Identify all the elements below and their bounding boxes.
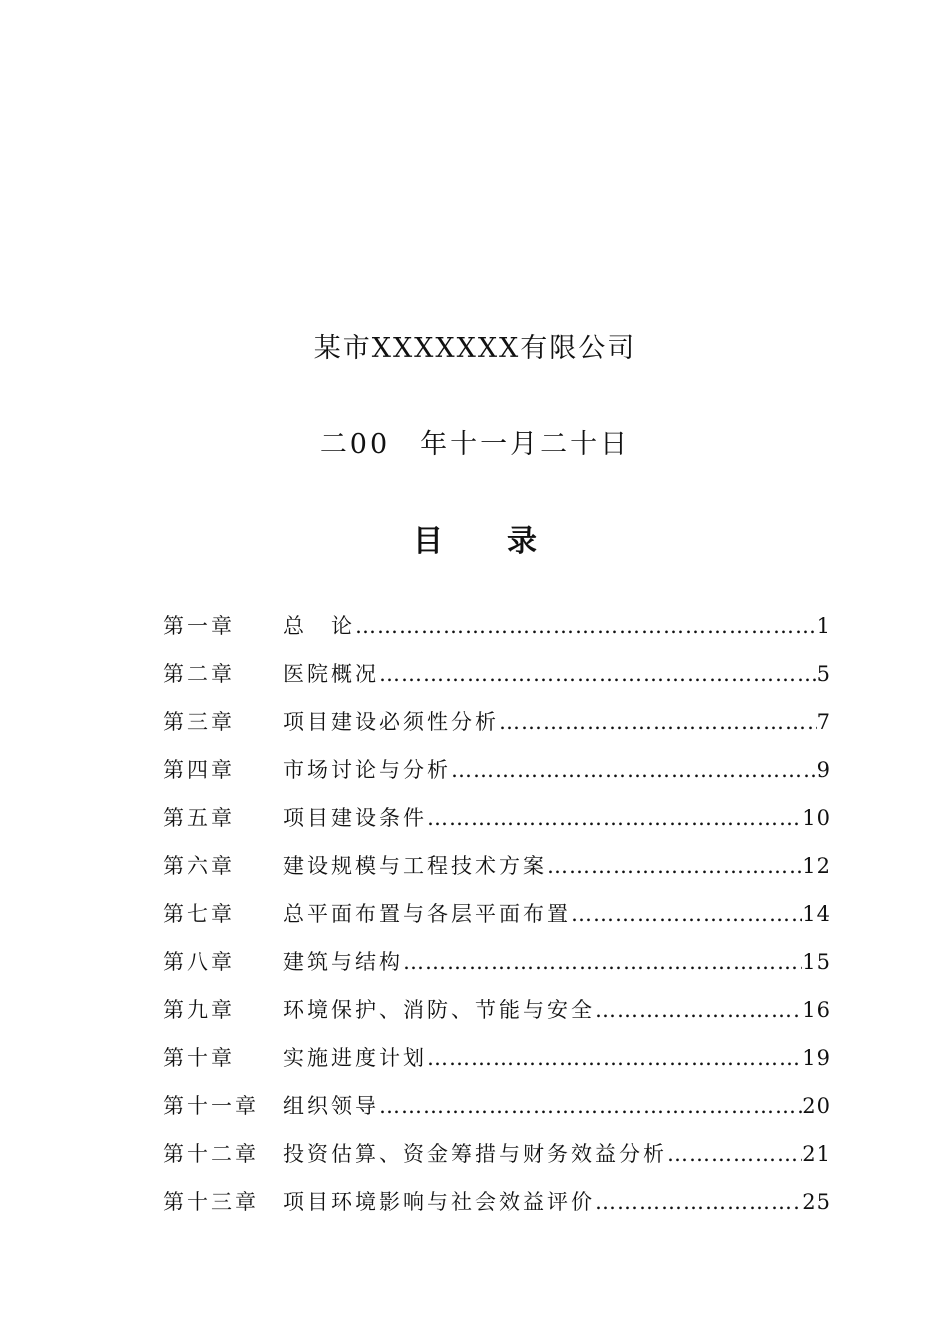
toc-title: 市场讨论与分析 (283, 758, 451, 782)
toc-chapter: 第五章 (163, 806, 235, 830)
toc-page: 21 (802, 1142, 831, 1166)
toc-entry[interactable] (163, 1186, 831, 1234)
toc-leader (355, 614, 817, 638)
toc-title: 建设规模与工程技术方案 (283, 854, 547, 878)
toc-chapter: 第十一章 (163, 1094, 259, 1118)
toc-page: 20 (802, 1094, 831, 1118)
toc-heading-char-1: 目 (413, 524, 443, 559)
toc-title: 总平面布置与各层平面布置 (283, 902, 571, 926)
toc-title: 组织领导 (283, 1094, 379, 1118)
toc-page: 25 (802, 1190, 831, 1214)
toc-entry[interactable] (163, 706, 831, 754)
toc-entry[interactable] (163, 898, 831, 946)
toc-entry[interactable] (163, 1042, 831, 1090)
toc-page: 19 (802, 1046, 831, 1070)
toc-leader (547, 854, 802, 878)
toc-heading-char-2: 录 (507, 524, 537, 559)
toc-title: 实施进度计划 (283, 1046, 427, 1070)
toc-page: 12 (802, 854, 831, 878)
toc-chapter: 第七章 (163, 902, 235, 926)
company-name: 某市XXXXXXX有限公司 (313, 333, 637, 364)
toc-title: 环境保护、消防、节能与安全 (283, 998, 595, 1022)
toc-chapter: 第六章 (163, 854, 235, 878)
toc-entry[interactable] (163, 802, 831, 850)
toc-title: 医院概况 (283, 662, 379, 686)
toc-chapter: 第三章 (163, 710, 235, 734)
toc-entry[interactable] (163, 1090, 831, 1138)
toc-leader (571, 902, 802, 926)
toc-title: 项目环境影响与社会效益评价 (283, 1190, 595, 1214)
toc-entry[interactable] (163, 994, 831, 1042)
toc-entry[interactable] (163, 610, 831, 658)
toc-leader (667, 1142, 802, 1166)
toc-title: 项目建设条件 (283, 806, 427, 830)
toc-chapter: 第十三章 (163, 1190, 259, 1214)
toc-leader (403, 950, 802, 974)
toc-title: 项目建设必须性分析 (283, 710, 499, 734)
toc-leader (427, 806, 802, 830)
toc-leader (595, 1190, 802, 1214)
toc-entry[interactable] (163, 658, 831, 706)
toc-chapter: 第十二章 (163, 1142, 259, 1166)
toc-page: 5 (816, 662, 831, 686)
toc-chapter: 第九章 (163, 998, 235, 1022)
toc-leader (451, 758, 817, 782)
toc-leader (595, 998, 802, 1022)
toc-leader (379, 662, 817, 686)
toc-page: 16 (802, 998, 831, 1022)
table-of-contents (163, 610, 831, 1234)
toc-title: 总 论 (283, 614, 355, 638)
toc-entry[interactable] (163, 850, 831, 898)
toc-heading (0, 516, 950, 560)
toc-chapter: 第二章 (163, 662, 235, 686)
toc-page: 14 (802, 902, 831, 926)
toc-title: 建筑与结构 (283, 950, 403, 974)
document-date: 二00 年十一月二十日 (319, 429, 631, 460)
toc-entry[interactable] (163, 754, 831, 802)
toc-entry[interactable] (163, 946, 831, 994)
toc-title: 投资估算、资金筹措与财务效益分析 (283, 1142, 667, 1166)
toc-page: 1 (816, 614, 831, 638)
toc-leader (499, 710, 817, 734)
toc-page: 9 (816, 758, 831, 782)
toc-page: 7 (816, 710, 831, 734)
toc-page: 10 (802, 806, 831, 830)
toc-page: 15 (802, 950, 831, 974)
toc-leader (379, 1094, 802, 1118)
toc-chapter: 第一章 (163, 614, 235, 638)
toc-entry[interactable] (163, 1138, 831, 1186)
toc-chapter: 第八章 (163, 950, 235, 974)
toc-leader (427, 1046, 802, 1070)
toc-chapter: 第十章 (163, 1046, 235, 1070)
toc-chapter: 第四章 (163, 758, 235, 782)
